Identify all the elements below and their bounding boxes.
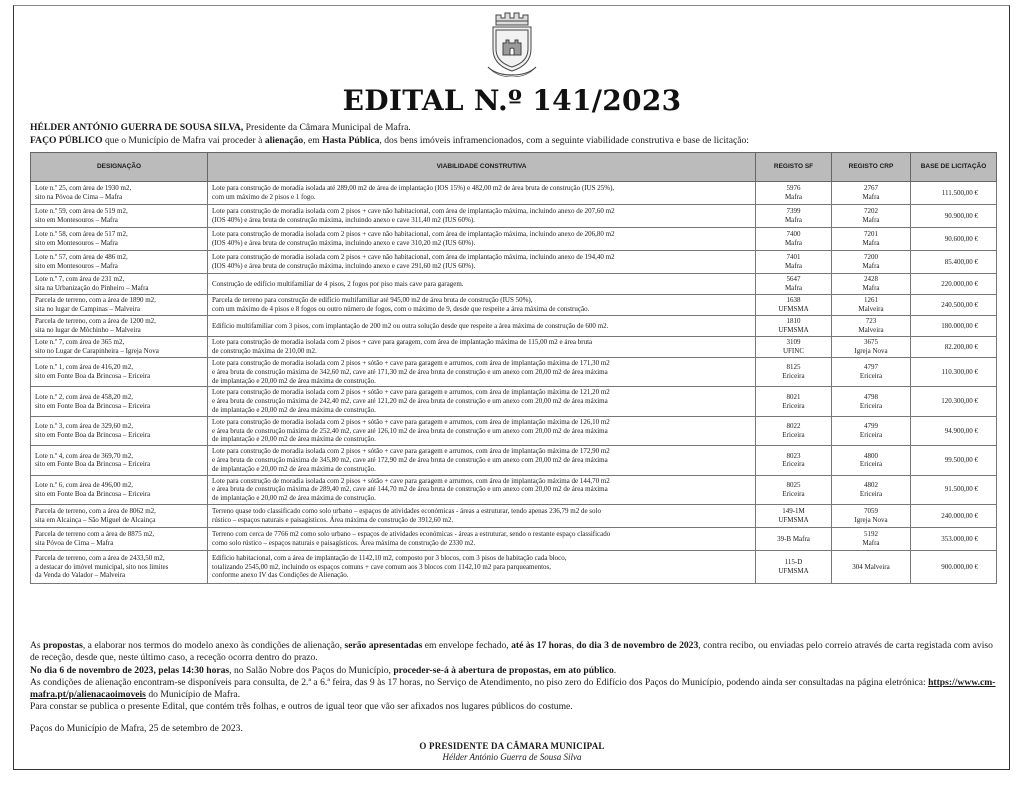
cell-crp <box>832 504 911 527</box>
cell-designacao-line: sito em Fonte Boa da Brincosa – Ericeira <box>35 401 151 410</box>
cell-viabilidade-line: de implantação e 20,00 m2 de área máxima de construção. <box>212 494 376 503</box>
cell-designacao-line: sito em Montesouros – Mafra <box>35 262 118 270</box>
cell-designacao-line: Lote n.º 7, com área de 231 m2, <box>35 275 125 284</box>
cell-designacao-line: sita em Alcainça – São Miguel de Alcainça <box>35 515 156 524</box>
conditions-paragraph <box>30 677 998 702</box>
cell-designacao-line: Lote n.º 7, com área de 365 m2, <box>35 338 125 347</box>
intro-text-1: que o Município de Mafra vai proceder à <box>102 134 265 146</box>
table-row <box>31 416 997 445</box>
cell-sf-line: Ericeira <box>782 401 805 410</box>
cell-designacao <box>31 337 208 358</box>
cell-sf-line: 8023 <box>786 451 801 460</box>
cell-viabilidade-line: (IOS 40%) e área bruta de construção máxima, incluindo anexo e cave 310,20 m2 (IUS 60%). <box>212 239 476 247</box>
document-title: EDITAL N.º 141/2023 <box>342 84 682 117</box>
intro-section <box>30 122 1000 147</box>
cell-designacao <box>31 316 208 337</box>
cell-base: 220.000,00 € <box>911 274 997 295</box>
cell-crp-line: Igreja Nova <box>854 515 888 524</box>
cell-viabilidade-line: de implantação e 20,00 m2 de área máxima de construção. <box>212 464 376 473</box>
cell-viabilidade-line: com um máximo de 4 pisos e 8 fogos ou outro número de fogos, com o máximo de 9, desde que respeite a área máxima de construção. <box>212 305 590 313</box>
cell-viabilidade-line: com um máximo de 2 pisos e 1 fogo. <box>212 193 316 201</box>
cell-sf <box>756 228 832 251</box>
table-row <box>31 358 997 387</box>
cell-base: 99.500,00 € <box>911 446 997 475</box>
properties-table <box>30 152 997 584</box>
cell-designacao <box>31 205 208 228</box>
cell-designacao <box>31 446 208 475</box>
table-header-row <box>31 153 997 182</box>
cell-viabilidade-line: (IOS 40%) e área bruta de construção máxima, incluindo anexo e cave 311,40 m2 (IUS 60%). <box>212 216 475 224</box>
cell-crp-line: 1261 <box>864 296 878 305</box>
cell-designacao-line: Parcela de terreno, com a área de 1890 m2, <box>35 296 156 305</box>
cell-sf-line: Mafra <box>784 262 803 270</box>
p1-h: do dia 3 de novembro de 2023 <box>576 640 699 651</box>
cell-designacao-line: Lote n.º 6, com área de 496,00 m2, <box>35 480 134 489</box>
alienacao-imoveis-link[interactable]: https://www.cm-mafra.pt/p/alienacaoimoveis <box>30 676 996 701</box>
cell-base: 180.000,00 € <box>911 316 997 337</box>
cell-viabilidade-line: e área bruta de construção máxima de 242,40 m2, cave até 121,20 m2 de área bruta de construção e um anexo com 20,00 m2 de área máxima <box>212 397 608 406</box>
cell-sf <box>756 504 832 527</box>
cell-designacao-line: sito em Fonte Boa da Brincosa – Ericeira <box>35 372 151 381</box>
properties-table-wrapper <box>30 152 996 584</box>
table-body <box>31 182 997 584</box>
intro-bold-2: alienação <box>264 134 304 146</box>
cell-viabilidade <box>208 182 756 205</box>
cell-viabilidade-line: conforme anexo IV das Condições de Alienação. <box>212 571 349 580</box>
cell-viabilidade-line: de implantação e 20,00 m2 de área máxima de construção. <box>212 405 376 414</box>
cell-base: 900.000,00 € <box>911 550 997 583</box>
cell-sf <box>756 446 832 475</box>
publication-paragraph: Para constar se publica o presente Edital, que contém três folhas, e outros de igual teor que vão ser afixados nos lugares públicos do costume. <box>30 701 573 713</box>
cell-viabilidade <box>208 295 756 316</box>
column-header-base-licitacao: BASE DE LICITAÇÃO <box>911 153 997 182</box>
cell-designacao-line: sito em Montesouros – Mafra <box>35 216 118 224</box>
cell-sf-line: 3109 <box>786 338 801 347</box>
cell-viabilidade-line: de implantação e 20,00 m2 de área máxima de construção. <box>212 376 376 385</box>
table-row <box>31 205 997 228</box>
p2-d: . <box>613 664 617 676</box>
cell-crp-line: 7059 <box>864 507 878 516</box>
cell-sf <box>756 527 832 550</box>
cell-viabilidade <box>208 550 756 583</box>
table-row <box>31 182 997 205</box>
signature-role: O PRESIDENTE DA CÂMARA MUNICIPAL <box>419 741 605 751</box>
mayor-role: Presidente da Câmara Municipal de Mafra. <box>243 122 411 133</box>
cell-base: 82.200,00 € <box>911 337 997 358</box>
signature-name: Hélder António Guerra de Sousa Silva <box>442 752 582 762</box>
cell-viabilidade <box>208 358 756 387</box>
cell-crp <box>832 446 911 475</box>
cell-viabilidade <box>208 387 756 416</box>
column-header-registo-crp: REGISTO CRP <box>832 153 911 182</box>
cell-crp-line: 7201 <box>864 230 878 239</box>
cell-viabilidade-line: Edifício habitacional, com a área de implantação de 1142,10 m2, composto por 3 blocos, com 3 pisos de habitação cada bloco, <box>212 553 567 562</box>
cell-designacao <box>31 295 208 316</box>
cell-designacao-line: da Venda do Valador – Malveira <box>35 571 126 580</box>
p2-c: proceder-se-á à abertura de propostas, em ato público <box>393 664 614 676</box>
table-row <box>31 295 997 316</box>
cell-crp <box>832 274 911 295</box>
cell-viabilidade-line: de construção máxima de 210,00 m2. <box>212 347 317 355</box>
cell-sf-line: 8125 <box>786 363 801 372</box>
footer-text <box>30 640 998 735</box>
cell-sf-line: UFMSMA <box>778 326 809 334</box>
cell-crp-line: Mafra <box>862 216 880 224</box>
cell-sf-line: 115-D <box>784 558 803 567</box>
cell-designacao <box>31 527 208 550</box>
cell-base: 90.600,00 € <box>911 228 997 251</box>
cell-sf-line: UFINC <box>782 347 804 355</box>
cell-designacao <box>31 387 208 416</box>
cell-base: 91.500,00 € <box>911 475 997 504</box>
cell-sf <box>756 337 832 358</box>
p3-b: do Município de Mafra. <box>145 689 240 701</box>
cell-sf-line: 8021 <box>786 392 801 401</box>
cell-sf-line: Ericeira <box>782 489 805 498</box>
cell-viabilidade-line: Lote para construção de moradia isolada com 2 pisos + sótão + cave para garagem e arrumos, com área de implantação máxima de 126,10 m2 <box>212 417 610 426</box>
cell-sf-line: 1638 <box>786 296 801 305</box>
cell-sf-line: 7401 <box>786 253 801 262</box>
cell-viabilidade-line: Lote para construção de moradia isolada com 2 pisos + sótão + cave para garagem e arrumos, com área de implantação máxima de 171,30 m2 <box>212 359 610 367</box>
cell-viabilidade-line: Parcela de terreno para construção de edifício multifamiliar até 945,00 m2 de área bruta de construção (IUS 50%), <box>212 296 533 305</box>
cell-sf <box>756 475 832 504</box>
date-line: Paços do Município de Mafra, 25 de setembro de 2023. <box>30 722 243 734</box>
cell-base: 90.900,00 € <box>911 205 997 228</box>
table-row <box>31 228 997 251</box>
cell-crp <box>832 475 911 504</box>
cell-viabilidade-line: de implantação e 20,00 m2 de área máxima de construção. <box>212 435 376 444</box>
cell-crp <box>832 316 911 337</box>
cell-crp-line: Ericeira <box>859 489 883 498</box>
cell-sf <box>756 251 832 274</box>
cell-designacao-line: Lote n.º 59, com área de 519 m2, <box>35 207 128 216</box>
cell-viabilidade-line: Terreno quase todo classificado como solo urbano – espaços de atividades económicas - áreas a estruturar, tendo apenas 236,79 m2 de solo <box>212 507 601 516</box>
cell-sf <box>756 295 832 316</box>
cell-crp-line: Ericeira <box>859 430 883 439</box>
cell-crp-line: Mafra <box>862 538 880 547</box>
cell-sf-line: Ericeira <box>782 460 805 469</box>
cell-sf <box>756 274 832 295</box>
cell-viabilidade <box>208 205 756 228</box>
cell-designacao-line: Lote n.º 2, com área de 458,20 m2, <box>35 392 134 401</box>
cell-designacao-line: Lote n.º 1, com área de 416,20 m2, <box>35 363 134 372</box>
cell-base: 240.500,00 € <box>911 295 997 316</box>
cell-viabilidade-line: Lote para construção de moradia isolada até 289,00 m2 de área de implantação (IOS 15%) e 482,00 m2 de área bruta de construção (IUS 25%), <box>212 184 615 193</box>
cell-viabilidade-line: Lote para construção de moradia isolada com 2 pisos + cave para garagem, com área de implantação máxima de 115,00 m2 e área bruta <box>212 338 593 347</box>
cell-sf-line: Mafra <box>784 239 803 247</box>
cell-base: 94.900,00 € <box>911 416 997 445</box>
table-row <box>31 251 997 274</box>
cell-viabilidade-line: Lote para construção de moradia isolada com 2 pisos + sótão + cave para garagem e arrumos, com área de implantação máxima de 172,90 m2 <box>212 447 610 456</box>
cell-designacao-line: sita no lugar de Campinas – Malveira <box>35 305 140 313</box>
cell-sf-line: Mafra <box>784 284 803 292</box>
cell-designacao <box>31 416 208 445</box>
cell-sf-line: UFMSMA <box>778 515 809 524</box>
mayor-name: HÉLDER ANTÓNIO GUERRA DE SOUSA SILVA, <box>30 122 244 133</box>
cell-designacao-line: sito em Fonte Boa da Brincosa – Ericeira <box>35 460 151 469</box>
cell-crp <box>832 527 911 550</box>
cell-viabilidade <box>208 475 756 504</box>
cell-designacao <box>31 274 208 295</box>
table-row <box>31 337 997 358</box>
cell-crp-line: 7200 <box>864 253 878 262</box>
cell-crp-line: 304 Malveira <box>852 562 890 571</box>
cell-viabilidade-line: Lote para construção de moradia isolada com 2 pisos + sótão + cave para garagem e arrumos, com área de implantação máxima de 121,20 m2 <box>212 388 610 397</box>
cell-viabilidade <box>208 504 756 527</box>
column-header-viabilidade: VIABILIDADE CONSTRUTIVA <box>208 153 756 182</box>
cell-sf-line: Ericeira <box>782 430 805 439</box>
cell-designacao-line: sita Póvoa de Cima – Mafra <box>35 538 114 547</box>
cell-base: 85.400,00 € <box>911 251 997 274</box>
cell-viabilidade-line: rústico – espaços naturais e paisagísticos. Área máxima de construção de 3912,60 m2. <box>212 515 454 524</box>
cell-sf <box>756 182 832 205</box>
intro-text-3: , dos bens imóveis inframencionados, com a seguinte viabilidade construtiva e base de licitação: <box>379 134 749 146</box>
cell-sf-line: 1810 <box>786 317 801 326</box>
cell-designacao-line: Lote n.º 58, com área de 517 m2, <box>35 230 128 239</box>
cell-crp-line: 4802 <box>864 480 878 489</box>
cell-crp <box>832 182 911 205</box>
cell-crp-line: Igreja Nova <box>854 347 888 355</box>
table-row <box>31 550 997 583</box>
cell-sf-line: Mafra <box>784 216 803 224</box>
intro-line-1 <box>30 122 1000 135</box>
cell-viabilidade <box>208 446 756 475</box>
cell-designacao-line: Lote n.º 57, com área de 486 m2, <box>35 253 128 262</box>
cell-sf-line: 8022 <box>786 422 801 431</box>
p1-g: , <box>571 640 577 651</box>
cell-designacao-line: Lote n.º 3, com área de 329,60 m2, <box>35 422 134 431</box>
intro-bold-3: Hasta Pública <box>322 134 380 146</box>
table-row <box>31 274 997 295</box>
table-row <box>31 387 997 416</box>
table-row <box>31 527 997 550</box>
p1-c: , a elaborar nos termos do modelo anexo às condições de alienação, <box>82 640 345 651</box>
cell-sf-line: Ericeira <box>782 372 805 381</box>
cell-sf-line: 5976 <box>786 184 801 193</box>
cell-viabilidade-line: Lote para construção de moradia isolada com 2 pisos + cave não habitacional, com área de implantação máxima, incluindo anexo de 194,40 m2 <box>212 253 615 262</box>
cell-designacao <box>31 182 208 205</box>
cell-viabilidade-line: Edifício multifamiliar com 3 pisos, com implantação de 200 m2 ou outra solução desde que respeite a área máxima de construção de 600 m2. <box>212 321 609 330</box>
cell-viabilidade-line: como solo rústico – espaços naturais e paisagísticos. Área máxima de construção de 2330 m2. <box>212 538 476 547</box>
table-row <box>31 316 997 337</box>
cell-crp-line: Malveira <box>858 326 884 334</box>
cell-crp <box>832 205 911 228</box>
cell-crp-line: Mafra <box>862 262 880 270</box>
cell-viabilidade <box>208 228 756 251</box>
cell-designacao-line: Parcela de terreno, com a área de 1200 m2, <box>35 317 156 326</box>
cell-crp <box>832 550 911 583</box>
cell-sf <box>756 416 832 445</box>
cell-viabilidade <box>208 416 756 445</box>
column-header-designacao: DESIGNAÇÃO <box>31 153 208 182</box>
intro-text-2: , em <box>303 134 323 146</box>
cell-sf-line: UFMSMA <box>778 566 809 575</box>
cell-designacao <box>31 228 208 251</box>
cell-crp <box>832 337 911 358</box>
cell-designacao-line: sito em Montesouros – Mafra <box>35 239 118 247</box>
cell-designacao <box>31 504 208 527</box>
cell-crp-line: Mafra <box>862 284 880 292</box>
table-row <box>31 504 997 527</box>
cell-crp-line: 7202 <box>864 207 878 216</box>
cell-viabilidade-line: (IOS 40%) e área bruta de construção máxima, incluindo anexo e cave 291,60 m2 (IUS 60%). <box>212 262 476 270</box>
cell-designacao-line: sito no Lugar de Carapinheira – Igreja Nova <box>35 347 159 355</box>
cell-crp <box>832 416 911 445</box>
cell-viabilidade-line: Lote para construção de moradia isolada com 2 pisos + sótão + cave para garagem e arrumos, com área de implantação máxima de 144,70 m2 <box>212 476 610 485</box>
cell-sf <box>756 316 832 337</box>
cell-viabilidade-line: Construção de edifício multifamiliar de 4 pisos, 2 fogos por piso mais cave para garagem. <box>212 279 464 288</box>
p1-f: até às 17 horas <box>511 640 572 651</box>
cell-crp-line: 2767 <box>864 184 878 193</box>
cell-designacao-line: Parcela de terreno, com a área de 2433,50 m2, <box>35 553 165 562</box>
cell-base: 353.000,00 € <box>911 527 997 550</box>
intro-bold-1: FAÇO PÚBLICO <box>30 134 103 146</box>
cell-sf-line: 8025 <box>786 480 801 489</box>
municipal-coat-of-arms-icon <box>482 5 542 77</box>
cell-crp-line: 5192 <box>864 530 878 539</box>
cell-base: 120.300,00 € <box>911 387 997 416</box>
cell-viabilidade <box>208 274 756 295</box>
cell-sf <box>756 358 832 387</box>
cell-designacao-line: sita no lugar de Mòchinho – Malveira <box>35 326 141 334</box>
cell-viabilidade-line: e área bruta de construção máxima de 252,40 m2, cave até 126,10 m2 de área bruta de construção e um anexo com 20,00 m2 de área máxima <box>212 426 608 435</box>
cell-designacao <box>31 251 208 274</box>
p1-i: , contra recibo, ou enviadas pelo correio através de carta registada com aviso de receção, desde que, neste último caso, a receção ocorra dentro do prazo. <box>30 640 993 664</box>
cell-crp-line: Malveira <box>858 305 884 313</box>
p2-b: , no Salão Nobre dos Paços do Município, <box>229 664 394 676</box>
cell-designacao-line: Parcela de terreno com a área de 8875 m2, <box>35 530 155 539</box>
cell-crp <box>832 251 911 274</box>
cell-viabilidade-line: e área bruta de construção máxima de 342,60 m2, cave até 171,30 m2 de área bruta de construção e um anexo com 20,00 m2 de área máxima <box>212 367 608 376</box>
cell-sf-line: UFMSMA <box>778 305 809 313</box>
cell-base: 110.300,00 € <box>911 358 997 387</box>
cell-base: 240.000,00 € <box>911 504 997 527</box>
cell-crp-line: 4797 <box>864 363 878 372</box>
cell-designacao-line: sito na Póvoa de Cima – Mafra <box>35 193 123 201</box>
p1-b: propostas <box>43 640 83 651</box>
cell-viabilidade-line: Lote para construção de moradia isolada com 2 pisos + cave não habitacional, com área de implantação máxima, incluindo anexo de 206,80 m2 <box>212 230 615 239</box>
cell-viabilidade <box>208 316 756 337</box>
cell-crp-line: 723 <box>865 317 877 326</box>
cell-sf <box>756 387 832 416</box>
cell-crp-line: Ericeira <box>859 372 883 381</box>
cell-designacao <box>31 475 208 504</box>
opening-paragraph <box>30 665 998 677</box>
cell-designacao <box>31 358 208 387</box>
cell-designacao <box>31 550 208 583</box>
p1-e: em envelope fechado, <box>422 640 512 651</box>
cell-sf-line: 5647 <box>786 275 801 284</box>
cell-crp <box>832 295 911 316</box>
cell-designacao-line: Lote n.º 25, com área de 1930 m2, <box>35 184 132 193</box>
cell-sf-line: 39-B Mafra <box>777 534 810 543</box>
p2-a: No dia 6 de novembro de 2023, pelas 14:30 horas <box>30 664 230 676</box>
cell-viabilidade-line: e área bruta de construção máxima de 345,80 m2, cave até 172,90 m2 de área bruta de construção e um anexo com 20,00 m2 de área máxima <box>212 455 608 464</box>
cell-crp-line: Mafra <box>862 193 880 201</box>
cell-viabilidade-line: e área bruta de construção máxima de 289,40 m2, cave até 144,70 m2 de área bruta de construção e um anexo com 20,00 m2 de área máxima <box>212 485 608 494</box>
p1-a: As <box>30 640 44 651</box>
cell-sf <box>756 550 832 583</box>
cell-sf-line: Mafra <box>784 193 803 201</box>
cell-designacao-line: sito em Fonte Boa da Brincosa – Ericeira <box>35 430 151 439</box>
cell-base: 111.500,00 € <box>911 182 997 205</box>
column-header-registo-sf: REGISTO SF <box>756 153 832 182</box>
cell-sf-line: 7400 <box>786 230 801 239</box>
cell-viabilidade-line: Terreno com cerca de 7766 m2 como solo urbano – espaços de atividades económicas - áreas a estruturar, sendo o restante espaço classificado <box>212 530 611 539</box>
intro-line-2 <box>30 135 1000 148</box>
cell-crp-line: 3675 <box>864 338 878 347</box>
cell-viabilidade <box>208 337 756 358</box>
cell-designacao-line: sita na Urbanização do Pinheiro – Mafra <box>35 284 149 292</box>
p3-a: As condições de alienação encontram-se disponíveis para consulta, de 2.ª a 6.ª feira, das 9 às 17 horas, no Serviço de Atendimento, no piso zero do Edifício dos Paços do Município, podendo ainda ser consultadas na página eletrónica: <box>30 676 926 688</box>
cell-crp-line: Ericeira <box>859 460 883 469</box>
cell-viabilidade-line: totalizando 2545,00 m2, incluindo os espaços comuns + cave comum aos 3 blocos com 1142,10 m2 para parqueamentos, <box>212 562 552 571</box>
cell-crp-line: Ericeira <box>859 401 883 410</box>
cell-crp <box>832 387 911 416</box>
cell-sf <box>756 205 832 228</box>
cell-crp <box>832 228 911 251</box>
cell-designacao-line: a destacar do imóvel municipal, sito nos limites <box>35 562 169 571</box>
p1-d: serão apresentadas <box>344 640 423 651</box>
cell-viabilidade-line: Lote para construção de moradia isolada com 2 pisos + cave não habitacional, com área de implantação máxima, incluindo anexo de 207,60 m2 <box>212 207 615 216</box>
cell-crp <box>832 358 911 387</box>
proposals-paragraph <box>30 640 998 665</box>
signature-block <box>0 741 1024 763</box>
cell-crp-line: 2428 <box>864 275 878 284</box>
cell-sf-line: 149-1M <box>782 507 805 516</box>
cell-crp-line: 4798 <box>864 392 878 401</box>
cell-designacao-line: Lote n.º 4, com área de 369,70 m2, <box>35 451 134 460</box>
cell-crp-line: Mafra <box>862 239 880 247</box>
cell-designacao-line: sito em Fonte Boa da Brincosa – Ericeira <box>35 489 151 498</box>
cell-crp-line: 4799 <box>864 422 878 431</box>
cell-designacao-line: Parcela de terreno, com a área de 8062 m2, <box>35 507 156 516</box>
table-row <box>31 446 997 475</box>
cell-sf-line: 7399 <box>786 207 801 216</box>
cell-crp-line: 4800 <box>864 451 878 460</box>
cell-viabilidade <box>208 527 756 550</box>
table-row <box>31 475 997 504</box>
cell-viabilidade <box>208 251 756 274</box>
